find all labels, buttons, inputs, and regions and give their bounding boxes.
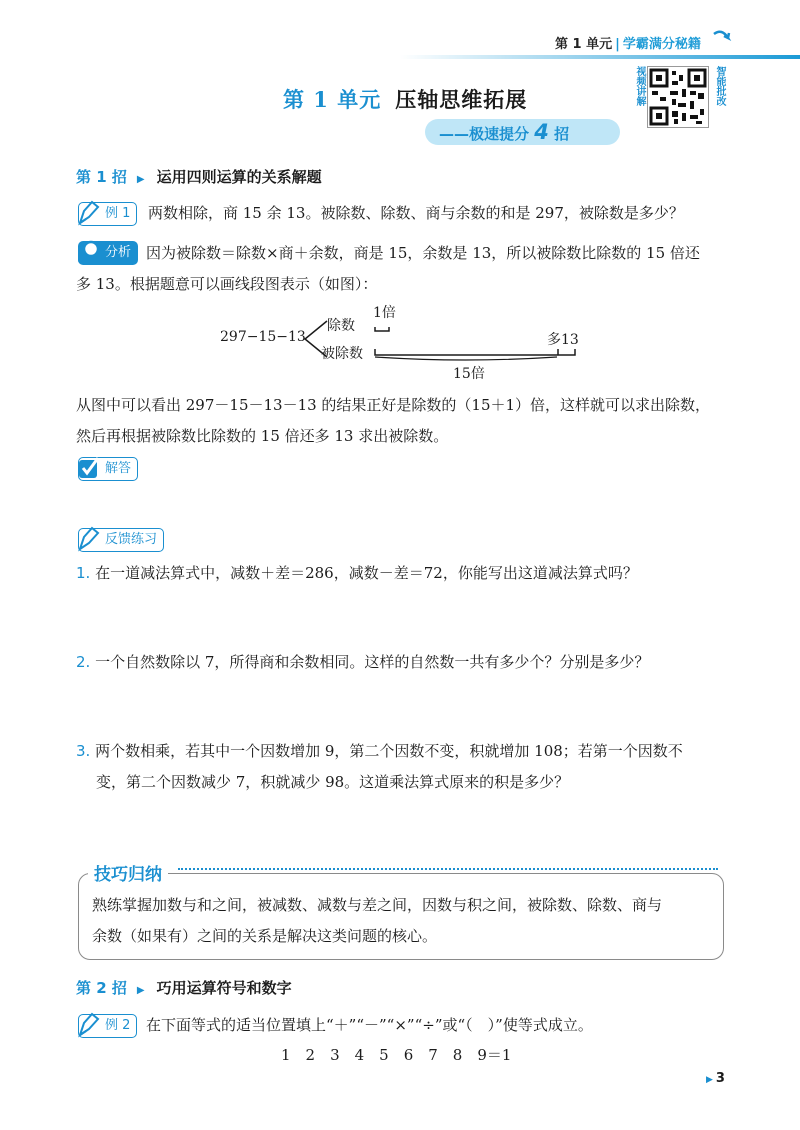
subtitle-prefix: ——极速提分 <box>439 125 530 143</box>
page-subtitle <box>425 119 620 145</box>
feedback-badge <box>78 528 164 552</box>
qr-left-label: 视频讲解 <box>634 66 645 106</box>
subtitle-number: 4 <box>534 120 549 144</box>
exercise-1-number: 1. <box>76 564 91 582</box>
header-rule <box>400 55 800 59</box>
title-main: 压轴思维拓展 <box>395 87 528 112</box>
tips-line-2: 余数（如果有）之间的关系是解决这类问题的核心。 <box>92 927 438 945</box>
example-1-label: 例 1 <box>105 206 131 221</box>
qr-right-label: 智能批改 <box>714 66 725 106</box>
example-2-label: 例 2 <box>105 1018 131 1033</box>
tips-line-1: 熟练掌握加数与和之间，被减数、减数与差之间，因数与积之间，被除数、除数、商与 <box>92 896 663 914</box>
segment-diagram <box>215 305 595 390</box>
exercise-3-text: 两个数相乘，若其中一个因数增加 9，第二个因数不变，积就增加 108；若第一个因数不 <box>95 742 683 760</box>
example-1-badge <box>78 202 137 226</box>
tips-title: 技巧归纳 <box>88 860 168 885</box>
subtitle-suffix: 招 <box>554 125 570 143</box>
exercise-1 <box>76 559 638 588</box>
exercise-2-text: 一个自然数除以 7，所得商和余数相同。这样的自然数一共有多少个？分别是多少？ <box>95 653 650 671</box>
diagram-one-times-label: 1倍 <box>373 305 396 321</box>
header-book-name: 学霸满分秘籍 <box>622 37 701 52</box>
analysis-line-1: 因为被除数＝除数×商＋余数，商是 15，余数是 13，所以被除数比除数的 15 倍还 <box>146 244 700 262</box>
example-2-equation: 1 2 3 4 5 6 7 8 9＝1 <box>281 1046 512 1064</box>
analysis-label: 分析 <box>105 245 132 260</box>
analysis-line-4: 然后再根据被除数比除数的 15 倍还多 13 求出被除数。 <box>76 427 449 445</box>
analysis-line-2: 多 13。根据题意可以画线段图表示（如图）： <box>76 275 378 293</box>
header-divider: | <box>615 37 620 52</box>
example-2-text: 在下面等式的适当位置填上“＋”“－”“×”“÷”或“（ ）”使等式成立。 <box>146 1016 593 1034</box>
pencil-icon <box>76 1011 102 1039</box>
exercise-2 <box>76 648 649 677</box>
answer-badge <box>78 457 138 481</box>
section-1-header <box>76 166 322 187</box>
analysis-badge <box>78 241 138 265</box>
analysis-line-3: 从图中可以看出 297－15－13－13 的结果正好是除数的（15＋1）倍，这样就可以求出除数， <box>76 396 711 414</box>
magnifier-icon <box>76 238 102 266</box>
section-1-title: 运用四则运算的关系解题 <box>156 168 322 186</box>
section-2-header <box>76 977 292 998</box>
checkmark-icon <box>76 454 102 482</box>
answer-label: 解答 <box>105 461 132 476</box>
exercise-3-number: 3. <box>76 742 91 760</box>
page-title <box>283 84 527 114</box>
exercise-1-text: 在一道减法算式中，减数＋差＝286，减数－差＝72，你能写出这道减法算式吗？ <box>95 564 638 582</box>
page-number <box>706 1071 725 1086</box>
example-2-badge <box>78 1014 137 1038</box>
exercise-3-line-2: 变，第二个因数减少 7，积就减少 98。这道乘法算式原来的积是多少？ <box>96 773 570 791</box>
exercise-2-number: 2. <box>76 653 91 671</box>
triangle-icon: ▶ <box>136 174 145 185</box>
section-2-title: 巧用运算符号和数字 <box>156 979 292 997</box>
diagram-more13-label: 多13 <box>547 332 579 348</box>
section-1-tag: 第 1 招 <box>76 168 127 186</box>
header-label <box>555 33 701 52</box>
section-2-tag: 第 2 招 <box>76 979 127 997</box>
pencil-icon <box>76 199 102 227</box>
divisor-segment <box>373 317 403 333</box>
diagram-dividend-label: 被除数 <box>321 346 363 362</box>
tips-dotted-rule <box>178 868 718 870</box>
triangle-icon: ▶ <box>706 1075 713 1085</box>
feedback-label: 反馈练习 <box>105 532 158 547</box>
example-1-text: 两数相除，商 15 余 13。被除数、除数、商与余数的和是 297，被除数是多少？ <box>148 204 684 222</box>
page-number-value: 3 <box>715 1071 725 1086</box>
header-unit: 第 1 单元 <box>555 37 613 52</box>
diagram-15-times-label: 15倍 <box>453 366 485 382</box>
triangle-icon: ▶ <box>136 985 145 996</box>
diagram-expression: 297−15−13 <box>220 329 306 345</box>
header-flourish-icon <box>712 28 732 50</box>
exercise-3 <box>76 737 683 766</box>
diagram-divisor-label: 除数 <box>327 318 355 334</box>
pencil-icon <box>76 525 102 553</box>
qr-code-icon[interactable] <box>647 66 709 128</box>
title-unit: 第 1 单元 <box>283 87 382 112</box>
